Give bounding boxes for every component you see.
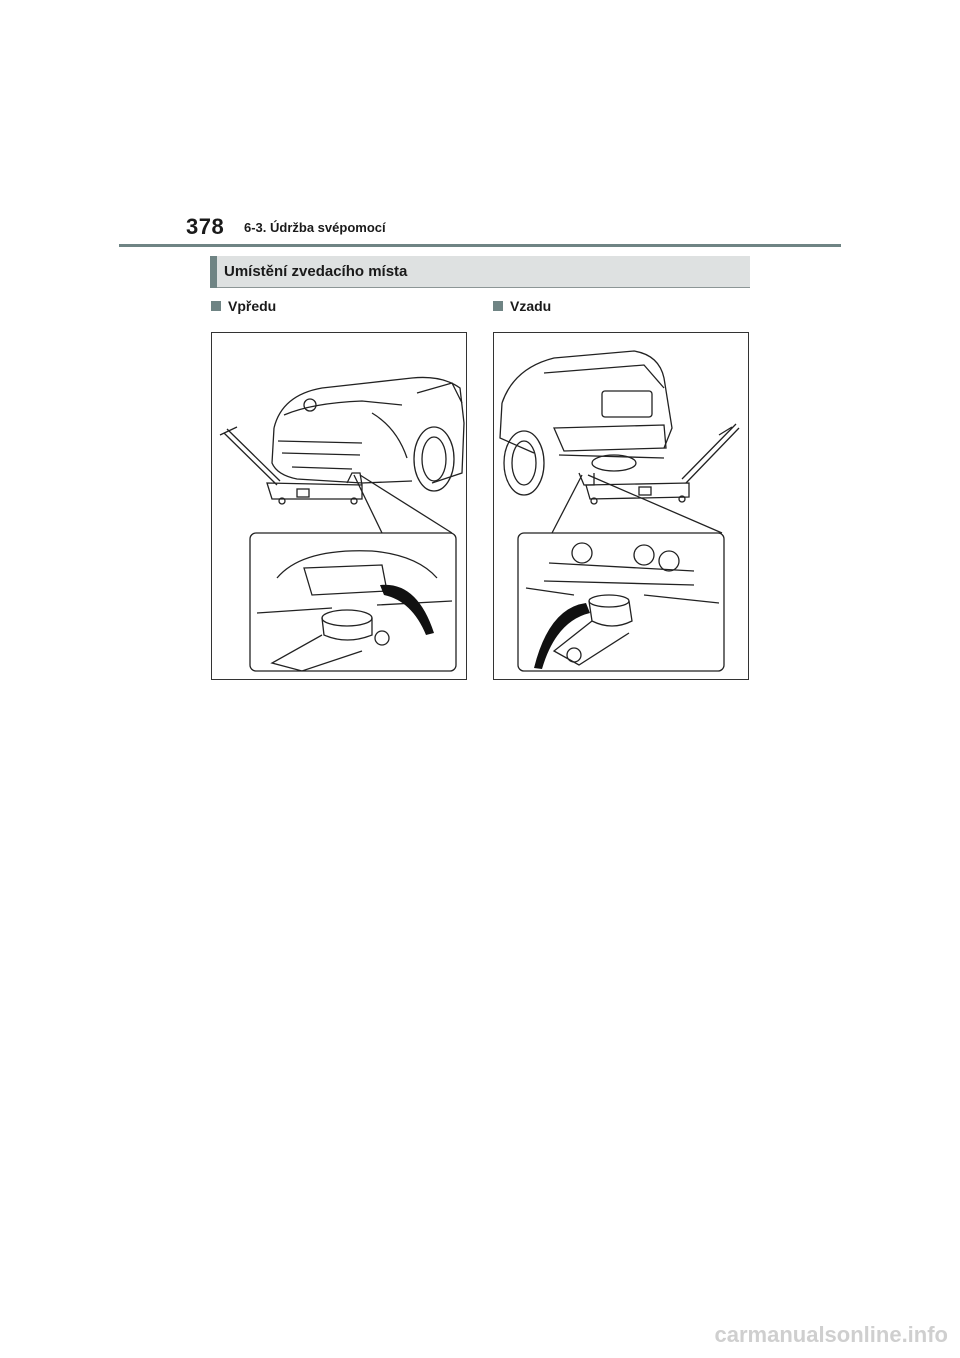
subheading-rear-label: Vzadu xyxy=(510,298,552,314)
figure-front-jack-point xyxy=(211,332,467,680)
section-heading xyxy=(210,256,750,288)
watermark-text: carmanualsonline.info xyxy=(714,1322,948,1347)
section-heading-accent xyxy=(210,256,217,288)
figure-rear-jack-point xyxy=(493,332,749,680)
subheading-front-label: Vpředu xyxy=(228,298,277,314)
section-heading-title: Umístění zvedacího místa xyxy=(224,263,408,280)
header-divider xyxy=(119,244,841,247)
chapter-title: 6-3. Údržba svépomocí xyxy=(244,220,386,235)
page-number: 378 xyxy=(186,214,225,239)
subheading-front xyxy=(211,298,276,314)
rear-car-jack-illustration xyxy=(494,333,750,681)
front-car-jack-illustration xyxy=(212,333,468,681)
subheading-rear xyxy=(493,298,551,314)
square-bullet-icon xyxy=(493,301,503,311)
square-bullet-icon xyxy=(211,301,221,311)
